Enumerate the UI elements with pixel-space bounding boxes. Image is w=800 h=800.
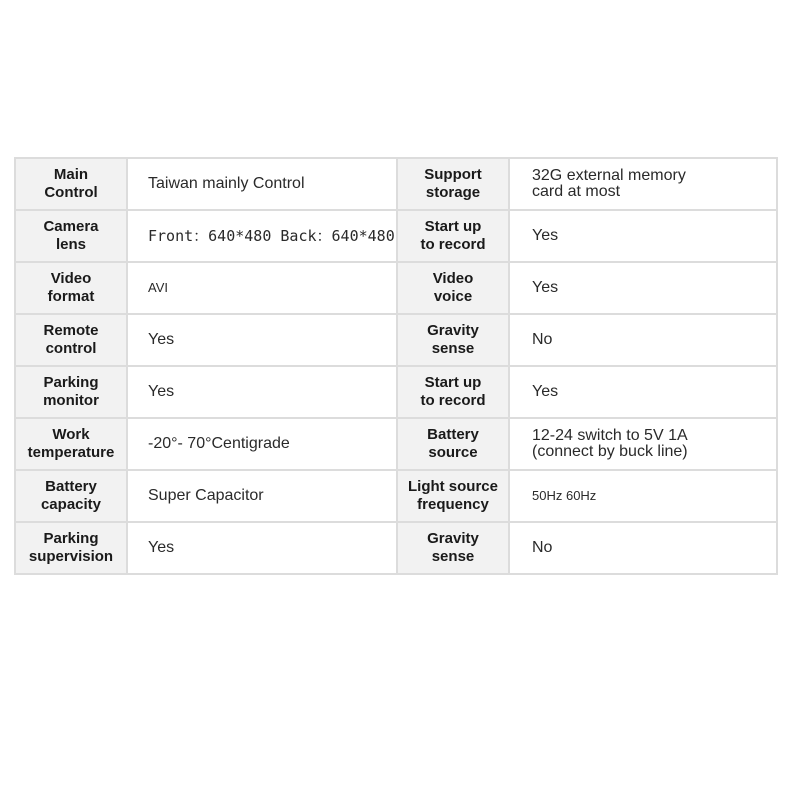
spec-value: Super Capacitor: [127, 470, 397, 522]
table-row: [15, 470, 777, 522]
spec-label: Video voice: [397, 262, 509, 314]
spec-value: Yes: [509, 262, 777, 314]
spec-value: Yes: [127, 522, 397, 574]
spec-value: 12-24 switch to 5V 1A (connect by buck line): [509, 418, 777, 470]
spec-value: -20°- 70°Centigrade: [127, 418, 397, 470]
spec-label: Video format: [15, 262, 127, 314]
spec-label: Support storage: [397, 158, 509, 210]
table-row: [15, 210, 777, 262]
spec-label: Start up to record: [397, 210, 509, 262]
spec-label: Light source frequency: [397, 470, 509, 522]
spec-value: No: [509, 314, 777, 366]
spec-label: Gravity sense: [397, 522, 509, 574]
spec-value: 32G external memory card at most: [509, 158, 777, 210]
table-row: [15, 418, 777, 470]
spec-label: Battery source: [397, 418, 509, 470]
table-row: [15, 158, 777, 210]
spec-value: Yes: [509, 366, 777, 418]
spec-value: Yes: [509, 210, 777, 262]
spec-value: 50Hz 60Hz: [509, 470, 777, 522]
table-row: [15, 262, 777, 314]
spec-value: Front：640*480 Back：640*480: [127, 210, 397, 262]
spec-value: AVI: [127, 262, 397, 314]
spec-label: Gravity sense: [397, 314, 509, 366]
spec-value: Taiwan mainly Control: [127, 158, 397, 210]
table-row: [15, 522, 777, 574]
spec-table: [14, 157, 778, 575]
spec-value: Yes: [127, 366, 397, 418]
spec-label: Start up to record: [397, 366, 509, 418]
spec-label: Camera lens: [15, 210, 127, 262]
spec-value: Yes: [127, 314, 397, 366]
spec-value: No: [509, 522, 777, 574]
spec-label: Remote control: [15, 314, 127, 366]
table-row: [15, 314, 777, 366]
spec-label: Parking monitor: [15, 366, 127, 418]
spec-label: Battery capacity: [15, 470, 127, 522]
spec-label: Main Control: [15, 158, 127, 210]
spec-label: Parking supervision: [15, 522, 127, 574]
table-row: [15, 366, 777, 418]
spec-label: Work temperature: [15, 418, 127, 470]
